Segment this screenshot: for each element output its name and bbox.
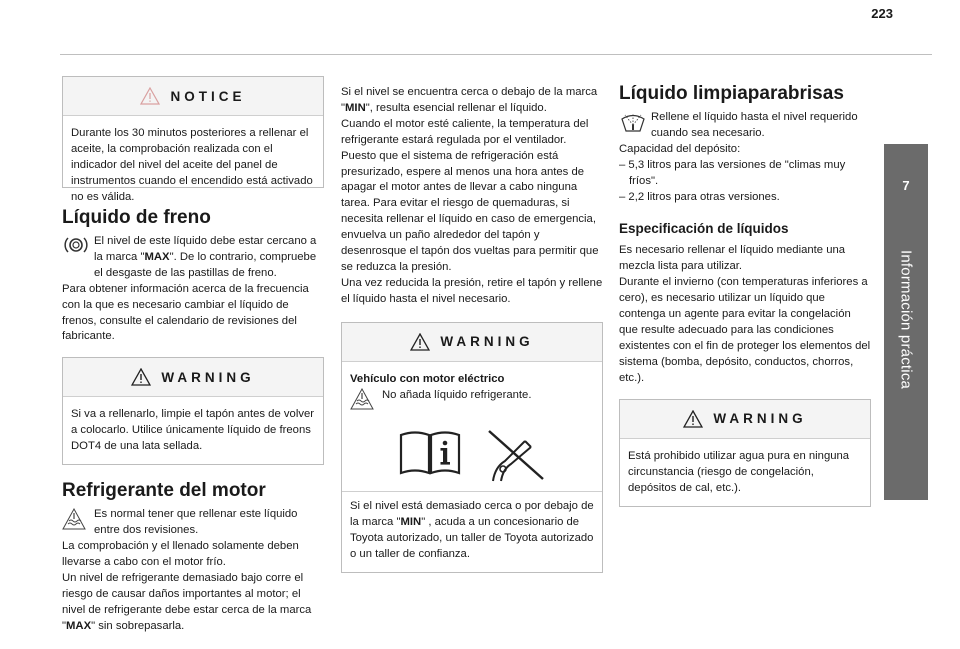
coolant-text-1: Es normal tener que rellenar este líquido entre dos revisiones. [94, 508, 298, 537]
column-3 [619, 82, 871, 507]
coolant-fan-text: Cuando el motor esté caliente, la temperatura del refrigerante estará regulada por el ventilador. [341, 117, 589, 146]
chapter-tab[interactable] [884, 144, 928, 500]
brake-fluid-text-2: Para obtener información acerca de la frecuencia con la que es necesario cambiar el líquido de frenos, consulte el calendario de revisiones del fabricante. [62, 282, 309, 343]
coolant-heading: Refrigerante del motor [62, 480, 266, 502]
coolant-min-text: Si el nivel se encuentra cerca o debajo de la marca "MIN", resulta esencial rellenar el líquido. [341, 86, 598, 114]
column-1 [62, 76, 324, 635]
fluid-spec-heading: Especificación de líquidos [619, 221, 789, 237]
warning-box-3 [619, 399, 871, 507]
fluid-spec-text-2: Durante el invierno (con temperaturas inferiores a cero), es necesario utilizar un líquido que contenga un agente para evitar la congelación que resulte adecuado para las condiciones existentes con el fin de proteger los elementos del sistema (bomba, depósito, conductos, chorros, etc.). [619, 276, 871, 384]
brake-fluid-text-1: El nivel de este líquido debe estar cercano a la marca "MAX". De lo contrario, compruebe el desgaste de las pastillas de freno. [94, 235, 317, 279]
warning-header-1 [63, 358, 323, 397]
warning-text-1: Si va a rellenarlo, limpie el tapón antes de volver a colocarlo. Utilice únicamente líquido de freons DOT4 de una lata sellada. [71, 408, 315, 453]
coolant-refill-text: Una vez reducida la presión, retire el tapón y rellene el líquido hasta el nivel necesario. [341, 276, 603, 305]
warning-triangle-filled-icon [410, 333, 430, 351]
warning-header-2 [342, 323, 602, 362]
coolant-text-2: La comprobación y el llenado solamente deben llevarse a cabo con el motor frío. [62, 540, 299, 569]
coolant-pressure-text: Puesto que el sistema de refrigeración está presurizado, espere al menos una hora antes de apagar el motor antes de llevar a cabo ninguna tarea. Para evitar el riesgo de quemaduras, si necesita rellenar el líquido en caso de emergencia, envuelva un paño alrededor del tapón y desenrosque el tapón dos vueltas para permitir que se reduzca la presión. [341, 149, 599, 273]
fluid-spec-text-1: Es necesario rellenar el líquido mediante una mezcla lista para utilizar. [619, 244, 846, 273]
no-refill-icon [481, 427, 547, 483]
chapter-title: Información práctica [897, 250, 915, 390]
warning-title-3: WARNING [713, 411, 807, 427]
warning-header-3 [620, 400, 870, 439]
warning-body-2 [342, 362, 602, 572]
warning-triangle-filled-icon [131, 368, 151, 386]
notice-header [63, 77, 323, 116]
warning-text-2a: No añada líquido refrigerante. [382, 388, 532, 401]
warning-title-2: WARNING [440, 334, 534, 350]
warning-box-2 [341, 322, 603, 573]
notice-text: Durante los 30 minutos posteriores a rellenar el aceite, la comprobación realizada con el indicador del nivel del aceite del panel de instrumentos cuando el encendido está activado no es válida. [71, 127, 313, 203]
notice-title: NOTICE [170, 88, 246, 104]
warning-triangle-filled-icon [683, 410, 703, 428]
warning-title-1: WARNING [161, 369, 255, 385]
washer-heading: Líquido limpiaparabrisas [619, 83, 844, 104]
warning-text-3: Está prohibido utilizar agua pura en ninguna circunstancia (riesgo de congelación, depósitos de cal, etc.). [628, 449, 850, 494]
top-divider [60, 54, 932, 55]
warning-triangle-outline-icon [140, 87, 160, 105]
warning-illustration [397, 427, 547, 483]
brake-fluid-heading: Líquido de freno [62, 207, 211, 228]
column-2 [341, 85, 603, 573]
washer-capacity-item-1: – 5,3 litros para las versiones de "climas muy fríos". [619, 158, 846, 187]
coolant-level-icon [62, 508, 86, 530]
coolant-text-3: Un nivel de refrigerante demasiado bajo corre el riesgo de causar daños importantes al motor; el nivel de refrigerante debe estar cerca de la marca "MAX" sin sobrepasarla. [62, 571, 312, 632]
coolant-level-icon [350, 388, 374, 410]
washer-fluid-icon [619, 111, 647, 133]
warning-subtitle-2: Vehículo con motor eléctrico [350, 372, 505, 385]
washer-text-1: Rellene el líquido hasta el nivel requerido cuando sea necesario. [651, 111, 858, 139]
washer-capacity-item-2: – 2,2 litros para otras versiones. [619, 190, 780, 203]
notice-box [62, 76, 324, 203]
chapter-number: 7 [902, 178, 910, 193]
warning-box-1 [62, 357, 324, 465]
brake-fluid-icon [62, 235, 90, 255]
page-number: 223 [871, 6, 893, 21]
manual-info-icon [397, 427, 463, 477]
warning-text-2b: Si el nivel está demasiado cerca o por debajo de la marca "MIN" , acuda a un concesionario de Toyota autorizado, un taller de Toyota autorizado o un taller de confianza. [342, 491, 602, 562]
washer-capacity-label: Capacidad del depósito: [619, 142, 741, 155]
